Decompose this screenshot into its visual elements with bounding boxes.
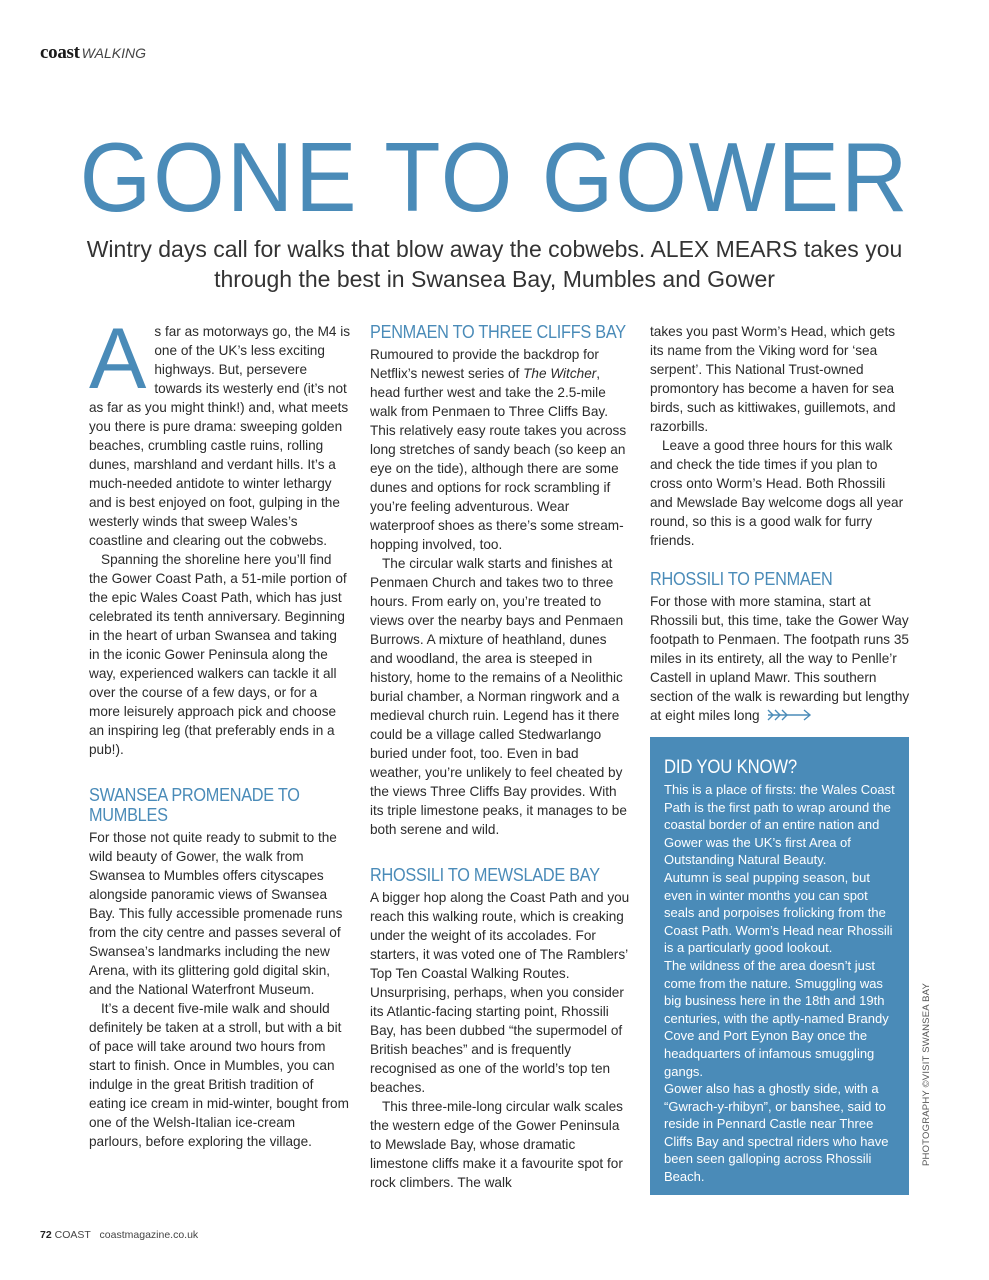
body-paragraph: This three-mile-long circular walk scales the western edge of the Gower Peninsula to Mewslade Bay, whose dramatic limestone cliffs make it a favourite spot for rock climbers. The walk [370, 1099, 623, 1190]
page-footer [40, 1229, 198, 1241]
body-paragraph: Leave a good three hours for this walk and check the tide times if you plan to cross onto Worm’s Head. Both Rhossili and Mewslade Bay welcome dogs all year round, so this is a good walk for furry friends. [650, 438, 904, 548]
page-number: 72 [40, 1229, 52, 1241]
section-heading-rhossili: RHOSSILI TO PENMAEN [650, 568, 833, 589]
fact-paragraph: Gower also has a ghostly side, with a “Gwrach-y-rhibyn”, or banshee, said to reside in Pennard Castle near Three Cliffs Bay and spectral riders who have been seen galloping across Rhossili Beach. [664, 1081, 889, 1185]
text-run: Rumoured to provide the backdrop for Netflix’s newest series of [370, 347, 599, 381]
body-paragraph: A bigger hop along the Coast Path and you reach this walking route, which is creaking under the weight of its accolades. For starters, it was voted one of The Ramblers’ Top Ten Coastal Walking Routes. Unsurprising, perhaps, when you consider its Atlantic-facing starting point, Rhossili Bay, has been dubbed “the supermodel of British beaches” and is frequently recognised as one of the world’s top ten beaches. [370, 890, 630, 1095]
article-title: GONE TO GOWER [79, 122, 910, 232]
column-1 [89, 311, 351, 1151]
intro-paragraph [89, 311, 351, 550]
photo-credit: PHOTOGRAPHY ©VISIT SWANSEA BAY [921, 983, 932, 1166]
did-you-know-heading: DID YOU KNOW? [664, 757, 798, 778]
section-heading-mewslade: RHOSSILI TO MEWSLADE BAY [370, 864, 600, 885]
intro-text: s far as motorways go, the M4 is one of the UK’s less exciting highways. But, persevere towards its westerly end (it’s not as far as you might think!) and, what meets you there is pure drama: sweeping golden beaches, crumbling castle ruins, rolling dunes, marshland and verdant hills. It’s a much-needed antidote to winter lethargy and is best enjoyed on foot, gulping in the westerly winds that sweep Wales’s coastline and clearing out the cobwebs. [89, 324, 351, 548]
section-heading-swansea: SWANSEA PROMENADE TO MUMBLES [89, 784, 300, 825]
fact-paragraph: This is a place of firsts: the Wales Coast Path is the first path to wrap around the coastal border of an entire nation and Gower was the UK’s first Area of Outstanding Natural Beauty. [664, 782, 895, 868]
body-paragraph: For those not quite ready to submit to the wild beauty of Gower, the walk from Swansea to Mumbles offers cityscapes alongside panoramic views of Swansea Bay. This fully accessible promenade runs from the city centre and passes several of Swansea’s landmarks including the new Arena, with its glittering gold digital skin, and the National Waterfront Museum. [89, 830, 343, 997]
section-label: WALKING [81, 45, 146, 61]
column-3 [650, 322, 910, 726]
body-paragraph: It’s a decent five-mile walk and should definitely be taken at a stroll, but with a bit of pace will take around two hours from start to finish. Once in Mumbles, you can indulge in the great British tradition of eating ice cream in mid-winter, bought from one of the Welsh-Italian ice-cream parlours, before exploring the village. [89, 1001, 349, 1149]
body-paragraph: takes you past Worm’s Head, which gets its name from the Viking word for ‘sea serpent’. This National Trust-owned promontory has become a haven for sea birds, such as kittiwakes, guillemots, and razorbills. [650, 324, 896, 434]
drop-cap: A [89, 311, 147, 407]
body-paragraph [650, 592, 910, 726]
column-2 [370, 322, 632, 1192]
italic-title: The Witcher [523, 366, 597, 381]
body-paragraph: Spanning the shoreline here you’ll find the Gower Coast Path, a 51-mile portion of the epic Wales Coast Path, which has just celebrated its tenth anniversary. Beginning in the heart of urban Swansea and taking in the iconic Gower Peninsula along the way, experienced walkers can tackle it all over the course of a few days, or for a more leisurely approach pick and choose an inspiring leg (that preferably ends in a pub!). [89, 552, 347, 757]
body-paragraph: The circular walk starts and finishes at Penmaen Church and takes two to three hours. From early on, you’re treated to views over the nearby bays and Penmaen Burrows. A mixture of heathland, dunes and woodland, the area is steeped in history, home to the remains of a Neolithic burial chamber, a Norman ringwork and a medieval church ruin. Legend has it there could be a village called Stedwarlango buried under foot, too. Even in bad weather, you’re unlikely to feel cheated by the views Three Cliffs Bay provides. With its triple limestone peaks, it manages to be both serene and wild. [370, 556, 627, 837]
page-header [40, 42, 146, 64]
section-heading-penmaen: PENMAEN TO THREE CLIFFS BAY [370, 321, 626, 342]
magazine-logo: coast [40, 42, 80, 63]
did-you-know-box [650, 737, 909, 1195]
footer-magazine: COAST [54, 1229, 91, 1241]
text-run: For those with more stamina, start at Rhossili but, this time, take the Gower Way footpath to Penmaen. The footpath runs 35 miles in its entirety, all the way to Penlle’r Castell in upland Mawr. This southern section of the walk is rewarding but lengthy at eight miles long [650, 594, 910, 723]
text-run: , head further west and take the 2.5-mile walk from Penmaen to Three Cliffs Bay. This relatively easy route takes you across long stretches of sandy beach (so keep an eye on the tide), although there are some dunes and options for rock scrambling if you’re feeling adventurous. Wear waterproof shoes as there’s some stream-hopping involved, too. [370, 366, 627, 552]
article-standfirst: Wintry days call for walks that blow away the cobwebs. ALEX MEARS takes you through the best in Swansea Bay, Mumbles and Gower [86, 236, 903, 292]
continue-arrow-icon [766, 707, 812, 726]
fact-paragraph: Autumn is seal pupping season, but even in winter months you can spot seals and porpoises frolicking from the Coast Path. Worm’s Head near Rhossili is a particularly good lookout. [664, 869, 893, 956]
fact-paragraph: The wildness of the area doesn’t just come from the nature. Smuggling was big business here in the 18th and 19th centuries, with the aptly-named Brandy Cove and Port Eynon Bay once the headquarters of infamous smuggling gangs. [664, 957, 889, 1079]
body-paragraph [370, 345, 632, 554]
footer-url: coastmagazine.co.uk [99, 1229, 199, 1241]
